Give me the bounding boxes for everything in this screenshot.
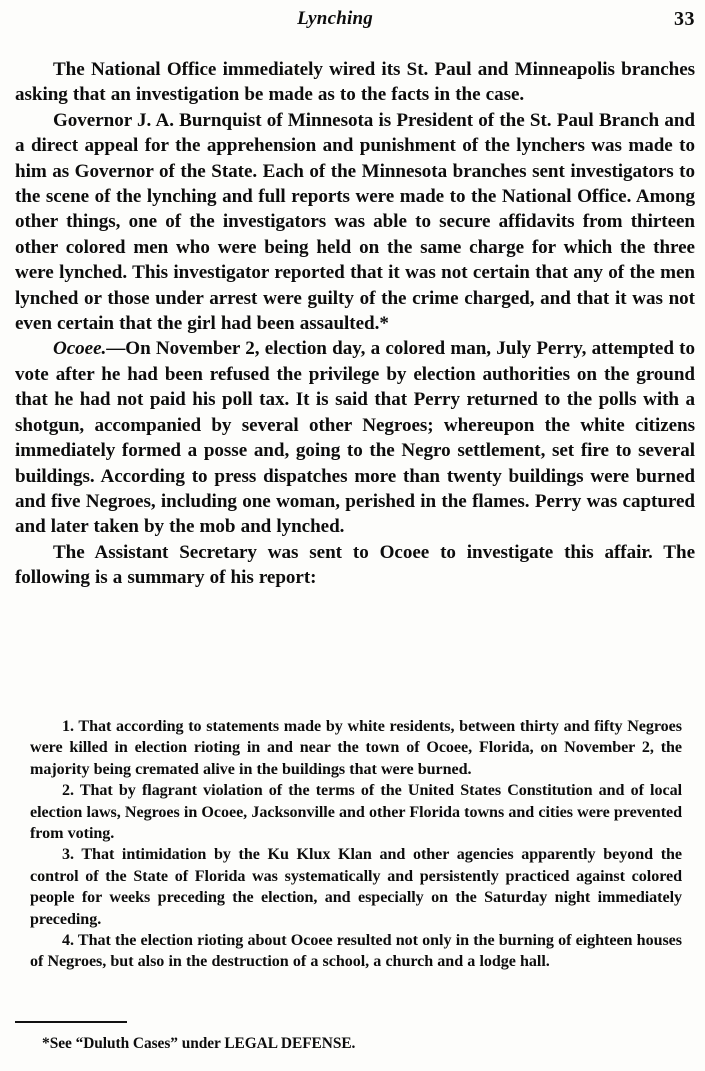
paragraph-ocoee-text: —On November 2, election day, a colored man, July Perry, attempted to vote after he had been refused the privilege by election authorities on the ground that he had not paid his poll tax. It is said that Perry returned to the polls with a shotgun, accompanied by several other Negroes; whereupon the white citizens immediately formed a posse and, going to the Negro settlement, set fire to several buildings. According to press dispatches more than twenty buildings were burned and five Negroes, including one woman, perished in the flames. Perry was captured and later taken by the mob and lynched. <box>15 338 695 538</box>
footnote <box>42 1034 682 1054</box>
summary-item-1: 1. That according to statements made by white residents, between thirty and fifty Negroes were killed in election rioting in and near the town of Ocoee, Florida, on November 2, the majority being cremated alive in the buildings that were burned. <box>30 718 682 778</box>
body-text-column <box>15 57 695 591</box>
footnote-marker: * <box>42 1035 50 1052</box>
paragraph-lead-ocoee: Ocoee. <box>53 338 107 360</box>
paragraph-assistant-secretary: The Assistant Secretary was sent to Ocoee to investigate this affair. The following is a summary of his report: <box>15 541 695 589</box>
paragraph-ocoee <box>15 336 695 539</box>
paragraph-national-office: The National Office immediately wired its St. Paul and Minneapolis branches asking that an investigation be made as to the facts in the case. <box>15 59 695 106</box>
summary-item-3: 3. That intimidation by the Ku Klux Klan and other agencies apparently beyond the control of the State of Florida was systematically and persistently practiced against colored people for weeks preceding the election, and especially on the Saturday night immediately preceding. <box>30 846 682 928</box>
page-number: 33 <box>674 8 695 30</box>
summary-item-2: 2. That by flagrant violation of the terms of the United States Constitution and of local election laws, Negroes in Ocoee, Jacksonville and other Florida towns and cities were prevented from voting. <box>30 782 682 843</box>
page-title: Lynching <box>297 8 373 29</box>
footnote-text: See “Duluth Cases” under LEGAL DEFENSE. <box>49 1035 356 1052</box>
summary-item-4: 4. That the election rioting about Ocoee resulted not only in the burning of eighteen houses of Negroes, but also in the destruction of a school, a church and a lodge hall. <box>30 932 682 971</box>
running-head <box>15 8 695 34</box>
paragraph-burnquist: Governor J. A. Burnquist of Minnesota is President of the St. Paul Branch and a direct appeal for the apprehension and punishment of the lynchers was made to him as Governor of the State. Each of the Minnesota branches sent investigators to the scene of the lynching and full reports were made to the National Office. Among other things, one of the investigators was able to secure affidavits from thirteen other colored men who were being held on the same charge for which the three were lynched. This investigator reported that it was not certain that any of the men lynched or those under arrest were guilty of the crime charged, and that it was not even certain that the girl had been assaulted.* <box>15 109 695 335</box>
summary-report-list <box>30 716 682 973</box>
footnote-separator-rule <box>15 1021 127 1023</box>
